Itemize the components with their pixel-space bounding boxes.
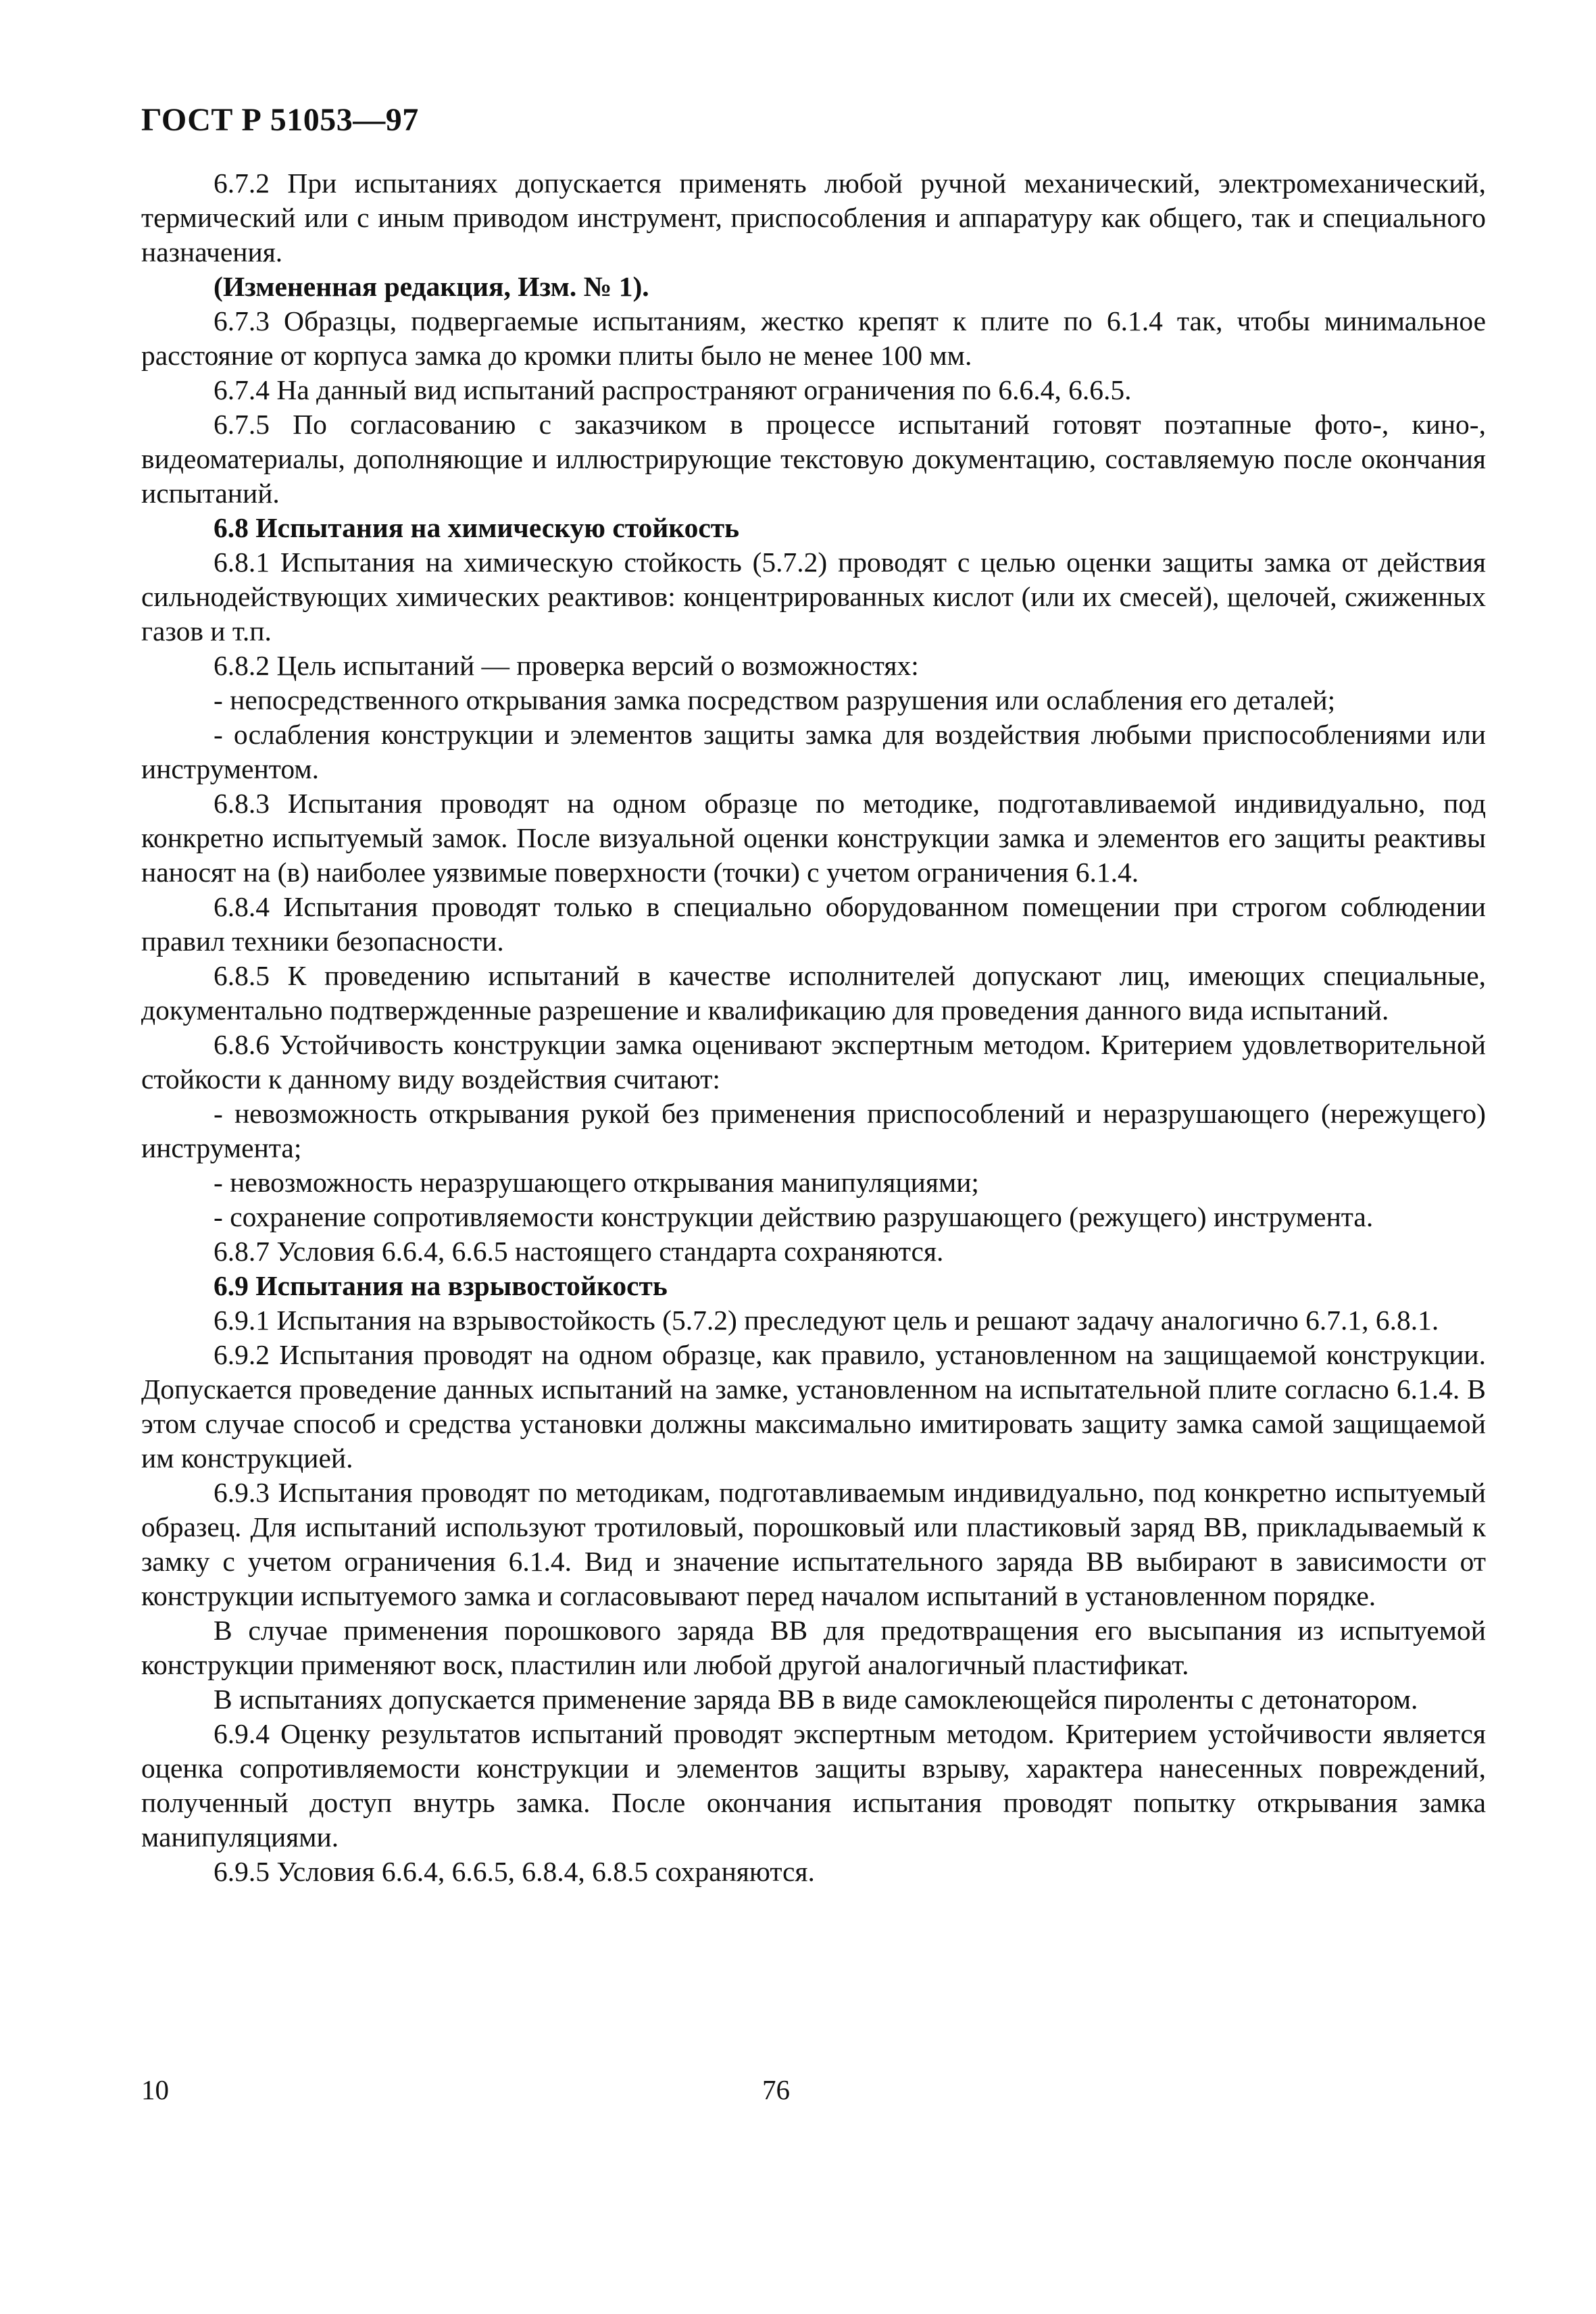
document-header: ГОСТ Р 51053—97: [141, 102, 419, 138]
paragraph: 6.8.3 Испытания проводят на одном образце по методике, подготавливаемой индивидуально, под конкретно испытуемый замок. После визуальной оценки конструкции замка и элементов его защиты реактивы наносят на (в) наиболее уязвимые поверхности (точки) с учетом ограничения 6.1.4.: [141, 788, 1486, 888]
paragraph: 6.8.2 Цель испытаний — проверка версий о возможностях:: [214, 650, 919, 681]
list-item: - невозможность открывания рукой без применения приспособлений и неразрушающего (нережущего) инструмента;: [141, 1098, 1486, 1163]
list-item: - ослабления конструкции и элементов защиты замка для воздействия любыми приспособлениями или инструментом.: [141, 719, 1486, 784]
amendment-note: (Измененная редакция, Изм. № 1).: [214, 271, 649, 302]
paragraph: 6.9.5 Условия 6.6.4, 6.6.5, 6.8.4, 6.8.5 сохраняются.: [214, 1856, 815, 1887]
section-heading: 6.8 Испытания на химическую стойкость: [214, 512, 740, 543]
paragraph: 6.9.4 Оценку результатов испытаний проводят экспертным методом. Критерием устойчивости является оценка сопротивляемости конструкции и элементов защиты взрыву, характера нанесенных повреждений, полученный доступ внутрь замка. После окончания испытания проводят попытку открывания замка манипуляциями.: [141, 1718, 1486, 1853]
paragraph: 6.8.6 Устойчивость конструкции замка оценивают экспертным методом. Критерием удовлетворительной стойкости к данному виду воздействия считают:: [141, 1029, 1486, 1095]
list-item: - сохранение сопротивляемости конструкции действию разрушающего (режущего) инструмента.: [214, 1201, 1374, 1232]
paragraph: 6.8.7 Условия 6.6.4, 6.6.5 настоящего стандарта сохраняются.: [214, 1236, 944, 1267]
paragraph: В случае применения порошкового заряда ВВ для предотвращения его высыпания из испытуемой конструкции применяют воск, пластилин или любой другой аналогичный пластификат.: [141, 1615, 1486, 1680]
paragraph: 6.9.3 Испытания проводят по методикам, подготавливаемым индивидуально, под конкретно испытуемый образец. Для испытаний используют тротиловый, порошковый или пластиковый заряд ВВ, прикладываемый к замку с учетом ограничения 6.1.4. Вид и значение испытательного заряда ВВ выбирают в зависимости от конструкции испытуемого замка и согласовывают перед началом испытаний в установленном порядке.: [141, 1477, 1486, 1611]
paragraph: В испытаниях допускается применение заряда ВВ в виде самоклеющейся пироленты с детонатором.: [214, 1684, 1418, 1715]
paragraph: 6.7.4 На данный вид испытаний распространяют ограничения по 6.6.4, 6.6.5.: [214, 374, 1132, 405]
paragraph: 6.9.1 Испытания на взрывостойкость (5.7.2) преследуют цель и решают задачу аналогично 6.7.1, 6.8.1.: [214, 1305, 1439, 1336]
sheet-number: 76: [762, 2074, 790, 2105]
paragraph: 6.7.3 Образцы, подвергаемые испытаниям, жестко крепят к плите по 6.1.4 так, чтобы минимальное расстояние от корпуса замка до кромки плиты было не менее 100 мм.: [141, 305, 1486, 371]
paragraph: 6.9.2 Испытания проводят на одном образце, как правило, установленном на защищаемой конструкции. Допускается проведение данных испытаний на замке, установленном на испытательной плите согласно 6.1.4. В этом случае способ и средства установки должны максимально имитировать защиту замка самой защищаемой им конструкцией.: [141, 1339, 1486, 1474]
paragraph: 6.7.5 По согласованию с заказчиком в процессе испытаний готовят поэтапные фото-, кино-, видеоматериалы, дополняющие и иллюстрирующие текстовую документацию, составляемую после окончания испытаний.: [141, 409, 1486, 509]
paragraph: 6.8.5 К проведению испытаний в качестве исполнителей допускают лиц, имеющих специальные, документально подтвержденные разрешение и квалификацию для проведения данного вида испытаний.: [141, 960, 1486, 1026]
paragraph: 6.7.2 При испытаниях допускается применять любой ручной механический, электромеханический, термический или с иным приводом инструмент, приспособления и аппаратуру как общего, так и специального назначения.: [141, 168, 1486, 268]
paragraph: 6.8.4 Испытания проводят только в специально оборудованном помещении при строгом соблюдении правил техники безопасности.: [141, 891, 1486, 957]
list-item: - непосредственного открывания замка посредством разрушения или ослабления его деталей;: [214, 684, 1336, 715]
list-item: - невозможность неразрушающего открывания манипуляциями;: [214, 1167, 979, 1198]
document-body: [141, 166, 1486, 1889]
page-number: 10: [141, 2074, 169, 2105]
paragraph: 6.8.1 Испытания на химическую стойкость (5.7.2) проводят с целью оценки защиты замка от действия сильнодействующих химических реактивов: концентрированных кислот (или их смесей), щелочей, сжиженных газов и т.п.: [141, 547, 1486, 647]
section-heading: 6.9 Испытания на взрывостойкость: [214, 1270, 668, 1301]
